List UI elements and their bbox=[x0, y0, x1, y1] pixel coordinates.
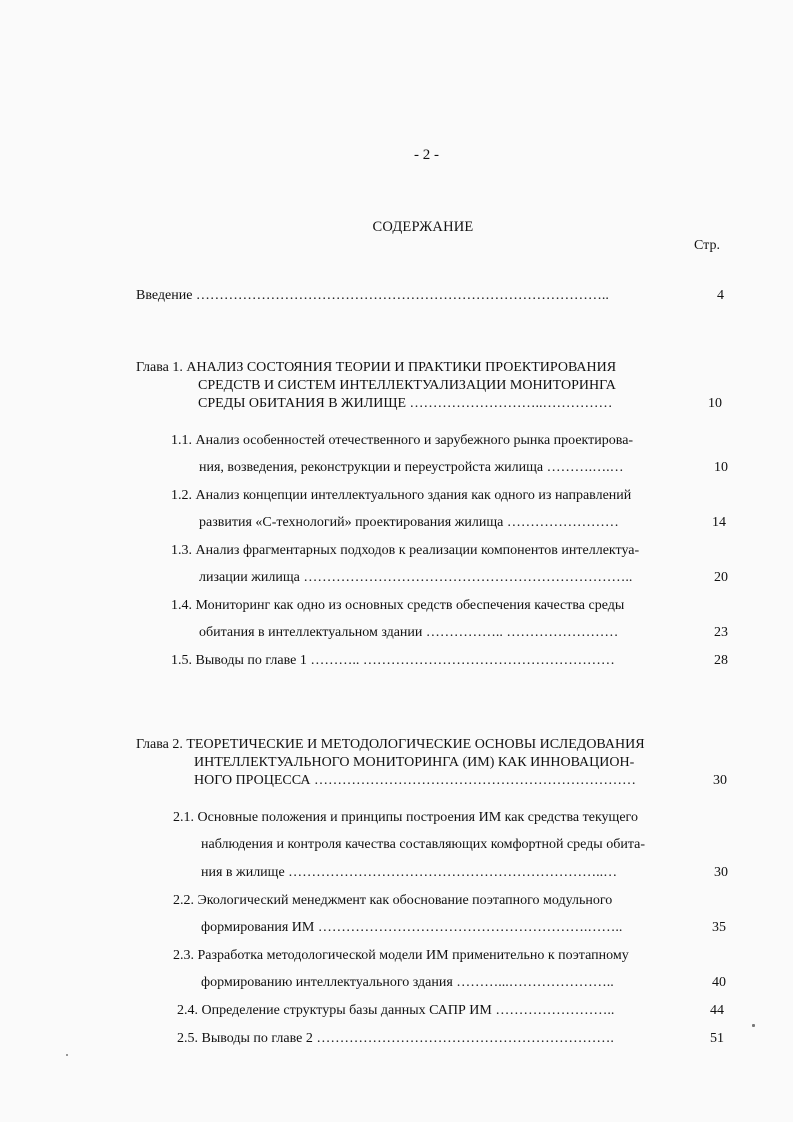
toc-chapter2-line2: ИНТЕЛЛЕКТУАЛЬНОГО МОНИТОРИНГА (ИМ) КАК ИННОВАЦИОН- bbox=[194, 755, 635, 770]
toc-section-1-3-line1: 1.3. Анализ фрагментарных подходов к реализации компонентов интеллектуа- bbox=[171, 543, 640, 558]
toc-section-1-2-line1: 1.2. Анализ концепции интеллектуального здания как одного из направлений bbox=[171, 488, 632, 503]
toc-section-2-3-line1: 2.3. Разработка методологической модели ИМ применительно к поэтапному bbox=[173, 948, 629, 963]
toc-section-1-2-page: 14 bbox=[712, 515, 726, 530]
toc-section-1-4-line2: обитания в интеллектуальном здании …………….. …………………… bbox=[199, 625, 619, 640]
toc-chapter1-page: 10 bbox=[708, 396, 722, 411]
toc-section-2-3-page: 40 bbox=[712, 975, 726, 990]
toc-section-2-5-page: 51 bbox=[710, 1031, 724, 1046]
toc-section-2-2-line2: формирования ИМ ………………………………………………….…….. bbox=[201, 920, 623, 935]
toc-section-2-4-page: 44 bbox=[710, 1003, 724, 1018]
toc-chapter2-line1: Глава 2. ТЕОРЕТИЧЕСКИЕ И МЕТОДОЛОГИЧЕСКИЕ ОСНОВЫ ИСЛЕДОВАНИЯ bbox=[136, 737, 645, 752]
toc-section-2-2-line1: 2.2. Экологический менеджмент как обоснование поэтапного модульного bbox=[173, 893, 613, 908]
toc-section-2-1-page: 30 bbox=[714, 865, 728, 880]
toc-chapter2-line3: НОГО ПРОЦЕССА …………………………………………………………… bbox=[194, 773, 637, 788]
page-number: - 2 - bbox=[414, 147, 439, 163]
toc-section-1-5-line1: 1.5. Выводы по главе 1 ……….. ……………………………………………… bbox=[171, 653, 615, 668]
toc-section-1-1-line2: ния, возведения, реконструкции и переустройста жилища ……….….… bbox=[199, 460, 624, 475]
toc-section-1-5-page: 28 bbox=[714, 653, 728, 668]
page-column-label: Стр. bbox=[694, 238, 720, 253]
toc-section-2-1-line3: ния в жилище …………………………………………………………..… bbox=[201, 865, 618, 880]
toc-chapter1-line1: Глава 1. АНАЛИЗ СОСТОЯНИЯ ТЕОРИИ И ПРАКТИКИ ПРОЕКТИРОВАНИЯ bbox=[136, 360, 617, 375]
toc-chapter1-line2: СРЕДСТВ И СИСТЕМ ИНТЕЛЛЕКТУАЛИЗАЦИИ МОНИТОРИНГА bbox=[198, 378, 616, 393]
toc-chapter2-page: 30 bbox=[713, 773, 727, 788]
toc-section-1-4-page: 23 bbox=[714, 625, 728, 640]
toc-intro-text: Введение …………………………………………………………………………….. bbox=[136, 288, 609, 303]
toc-section-1-3-line2: лизации жилища …………………………………………………………….. bbox=[199, 570, 633, 585]
toc-section-1-3-page: 20 bbox=[714, 570, 728, 585]
toc-section-2-5-line1: 2.5. Выводы по главе 2 ………………………………………………………. bbox=[177, 1031, 614, 1046]
toc-section-1-1-line1: 1.1. Анализ особенностей отечественного и зарубежного рынка проектирова- bbox=[171, 433, 634, 448]
toc-chapter1-line3: СРЕДЫ ОБИТАНИЯ В ЖИЛИЩЕ ………………………..…………… bbox=[198, 396, 613, 411]
scan-speck bbox=[752, 1024, 755, 1027]
toc-section-1-2-line2: развития «С-технологий» проектирования жилища …………………… bbox=[199, 515, 619, 530]
toc-intro-page: 4 bbox=[717, 288, 724, 303]
toc-section-2-2-page: 35 bbox=[712, 920, 726, 935]
toc-section-1-1-page: 10 bbox=[714, 460, 728, 475]
page-title: СОДЕРЖАНИЕ bbox=[372, 219, 474, 235]
toc-section-2-1-line1: 2.1. Основные положения и принципы построения ИМ как средства текущего bbox=[173, 810, 638, 825]
toc-section-2-4-line1: 2.4. Определение структуры базы данных САПР ИМ …………………….. bbox=[177, 1003, 615, 1018]
scan-speck bbox=[66, 1054, 68, 1056]
toc-section-1-4-line1: 1.4. Мониторинг как одно из основных средств обеспечения качества среды bbox=[171, 598, 625, 613]
toc-section-2-3-line2: формированию интеллектуального здания ………...………………….. bbox=[201, 975, 614, 990]
toc-section-2-1-line2: наблюдения и контроля качества составляющих комфортной среды обита- bbox=[201, 837, 645, 852]
